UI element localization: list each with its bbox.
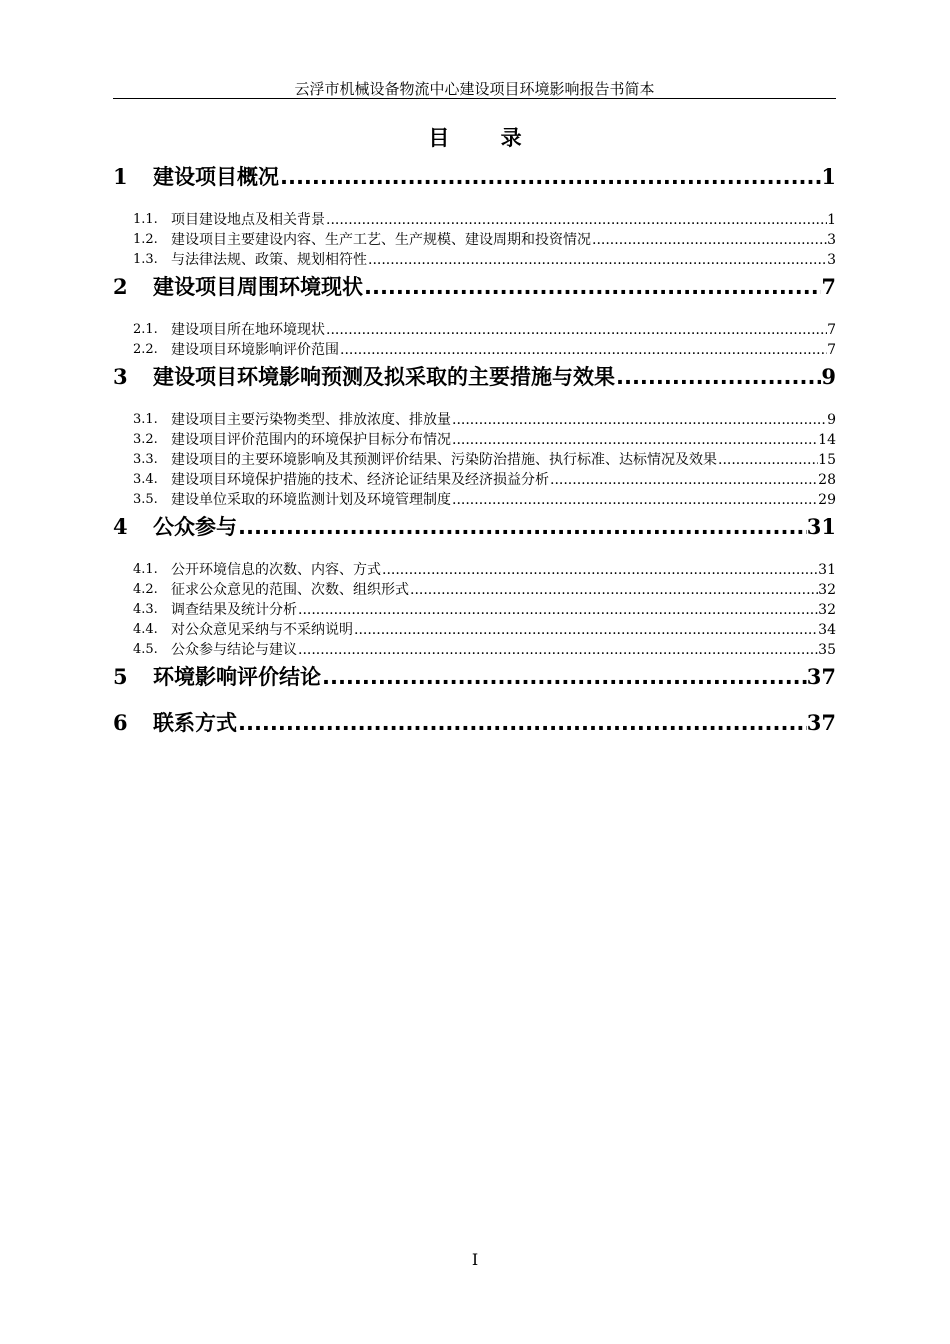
dot-leader	[615, 360, 821, 394]
toc-subsection-title: 建设项目环境影响评价范围	[171, 342, 339, 358]
toc-subsection-title: 项目建设地点及相关背景	[171, 212, 325, 228]
toc-title: 目 录	[428, 126, 544, 150]
toc-page-number: 7	[827, 342, 836, 358]
toc-subsection-number: 4.3.	[133, 602, 158, 617]
toc-subsection-1-2[interactable]	[113, 230, 836, 250]
page-number: I	[471, 1250, 479, 1269]
toc-page-number: 37	[806, 664, 836, 689]
toc-subsection-4-4[interactable]	[113, 620, 836, 640]
toc-subsection-4-1[interactable]	[113, 560, 836, 580]
toc-page-number: 7	[827, 322, 836, 338]
dot-leader	[325, 320, 827, 340]
dot-leader	[367, 250, 827, 270]
table-of-contents	[113, 160, 836, 740]
toc-section-3[interactable]	[113, 360, 836, 394]
dot-leader	[237, 510, 807, 544]
toc-section-number: 5	[113, 664, 128, 689]
toc-subsection-title: 建设项目的主要环境影响及其预测评价结果、污染防治措施、执行标准、达标情况及效果	[171, 452, 717, 468]
toc-subsection-number: 3.3.	[133, 452, 158, 467]
toc-page-number: 7	[821, 274, 836, 299]
toc-subsection-3-5[interactable]	[113, 490, 836, 510]
dot-leader	[451, 430, 818, 450]
dot-leader	[279, 160, 821, 194]
dot-leader	[321, 660, 807, 694]
toc-subsection-title: 征求公众意见的范围、次数、组织形式	[171, 582, 409, 598]
toc-subsection-4-3[interactable]	[113, 600, 836, 620]
toc-subsection-title: 建设项目主要污染物类型、排放浓度、排放量	[171, 412, 451, 428]
toc-section-number: 1	[113, 164, 128, 189]
toc-page-number: 1	[827, 212, 836, 228]
dot-leader	[451, 410, 827, 430]
toc-subsection-2-1[interactable]	[113, 320, 836, 340]
toc-subsection-number: 3.1.	[133, 412, 158, 427]
toc-subsection-title: 建设单位采取的环境监测计划及环境管理制度	[171, 492, 451, 508]
dot-leader	[549, 470, 818, 490]
dot-leader	[451, 490, 818, 510]
dot-leader	[297, 600, 818, 620]
toc-section-title: 公众参与	[153, 515, 237, 539]
toc-subsection-title: 建设项目所在地环境现状	[171, 322, 325, 338]
toc-section-title: 建设项目环境影响预测及拟采取的主要措施与效果	[153, 365, 615, 389]
toc-page-number: 3	[827, 252, 836, 268]
dot-leader	[297, 640, 818, 660]
toc-section-6[interactable]	[113, 706, 836, 740]
toc-subsection-title: 建设项目评价范围内的环境保护目标分布情况	[171, 432, 451, 448]
toc-subsection-number: 4.5.	[133, 642, 158, 657]
toc-subsection-4-2[interactable]	[113, 580, 836, 600]
toc-subsection-number: 1.3.	[133, 252, 158, 267]
toc-subsection-title: 建设项目环境保护措施的技术、经济论证结果及经济损益分析	[171, 472, 549, 488]
dot-leader	[325, 210, 827, 230]
dot-leader	[353, 620, 818, 640]
toc-section-number: 6	[113, 710, 128, 735]
toc-subsection-title: 调查结果及统计分析	[171, 602, 297, 618]
toc-subsection-title: 公开环境信息的次数、内容、方式	[171, 562, 381, 578]
toc-subsection-number: 2.1.	[133, 322, 158, 337]
toc-subsection-1-1[interactable]	[113, 210, 836, 230]
toc-page-number: 37	[806, 710, 836, 735]
dot-leader	[591, 230, 827, 250]
toc-page-number: 3	[827, 232, 836, 248]
toc-page-number: 32	[818, 602, 836, 618]
toc-subsection-number: 3.4.	[133, 472, 158, 487]
toc-page-number: 9	[821, 364, 836, 389]
toc-page-number: 9	[827, 412, 836, 428]
toc-page-number: 31	[806, 514, 836, 539]
toc-subsection-4-5[interactable]	[113, 640, 836, 660]
toc-section-number: 2	[113, 274, 128, 299]
toc-page-number: 35	[818, 642, 836, 658]
page-header	[113, 80, 836, 99]
toc-section-title: 联系方式	[153, 711, 237, 735]
dot-leader	[237, 706, 807, 740]
dot-leader	[363, 270, 821, 304]
toc-section-2[interactable]	[113, 270, 836, 304]
toc-section-5[interactable]	[113, 660, 836, 694]
toc-subsection-3-4[interactable]	[113, 470, 836, 490]
toc-page-number: 29	[818, 492, 836, 508]
toc-subsection-2-2[interactable]	[113, 340, 836, 360]
toc-section-1[interactable]	[113, 160, 836, 194]
toc-subsection-3-1[interactable]	[113, 410, 836, 430]
toc-subsection-title: 公众参与结论与建议	[171, 642, 297, 658]
toc-subsection-number: 4.4.	[133, 622, 158, 637]
toc-page-number: 1	[821, 164, 836, 189]
toc-subsection-title: 对公众意见采纳与不采纳说明	[171, 622, 353, 638]
dot-leader	[339, 340, 827, 360]
toc-section-number: 4	[113, 514, 128, 539]
dot-leader	[409, 580, 818, 600]
dot-leader	[717, 450, 818, 470]
toc-subsection-3-3[interactable]	[113, 450, 836, 470]
toc-page-number: 32	[818, 582, 836, 598]
toc-page-number: 15	[818, 452, 836, 468]
toc-section-4[interactable]	[113, 510, 836, 544]
toc-subsection-title: 与法律法规、政策、规划相符性	[171, 252, 367, 268]
toc-subsection-number: 3.2.	[133, 432, 158, 447]
toc-page-number: 14	[818, 432, 836, 448]
toc-section-title: 环境影响评价结论	[153, 665, 321, 689]
toc-subsection-number: 2.2.	[133, 342, 158, 357]
toc-subsection-number: 4.1.	[133, 562, 158, 577]
toc-section-title: 建设项目概况	[153, 165, 279, 189]
header-title: 云浮市机械设备物流中心建设项目环境影响报告书简本	[294, 80, 655, 98]
toc-page-number: 34	[818, 622, 836, 638]
toc-subsection-title: 建设项目主要建设内容、生产工艺、生产规模、建设周期和投资情况	[171, 232, 591, 248]
dot-leader	[381, 560, 818, 580]
toc-subsection-number: 3.5.	[133, 492, 158, 507]
toc-page-number: 28	[818, 472, 836, 488]
toc-subsection-number: 1.1.	[133, 212, 158, 227]
toc-section-title: 建设项目周围环境现状	[153, 275, 363, 299]
toc-section-number: 3	[113, 364, 128, 389]
toc-subsection-number: 1.2.	[133, 232, 158, 247]
toc-subsection-3-2[interactable]	[113, 430, 836, 450]
toc-subsection-1-3[interactable]	[113, 250, 836, 270]
toc-page-number: 31	[818, 562, 836, 578]
toc-subsection-number: 4.2.	[133, 582, 158, 597]
